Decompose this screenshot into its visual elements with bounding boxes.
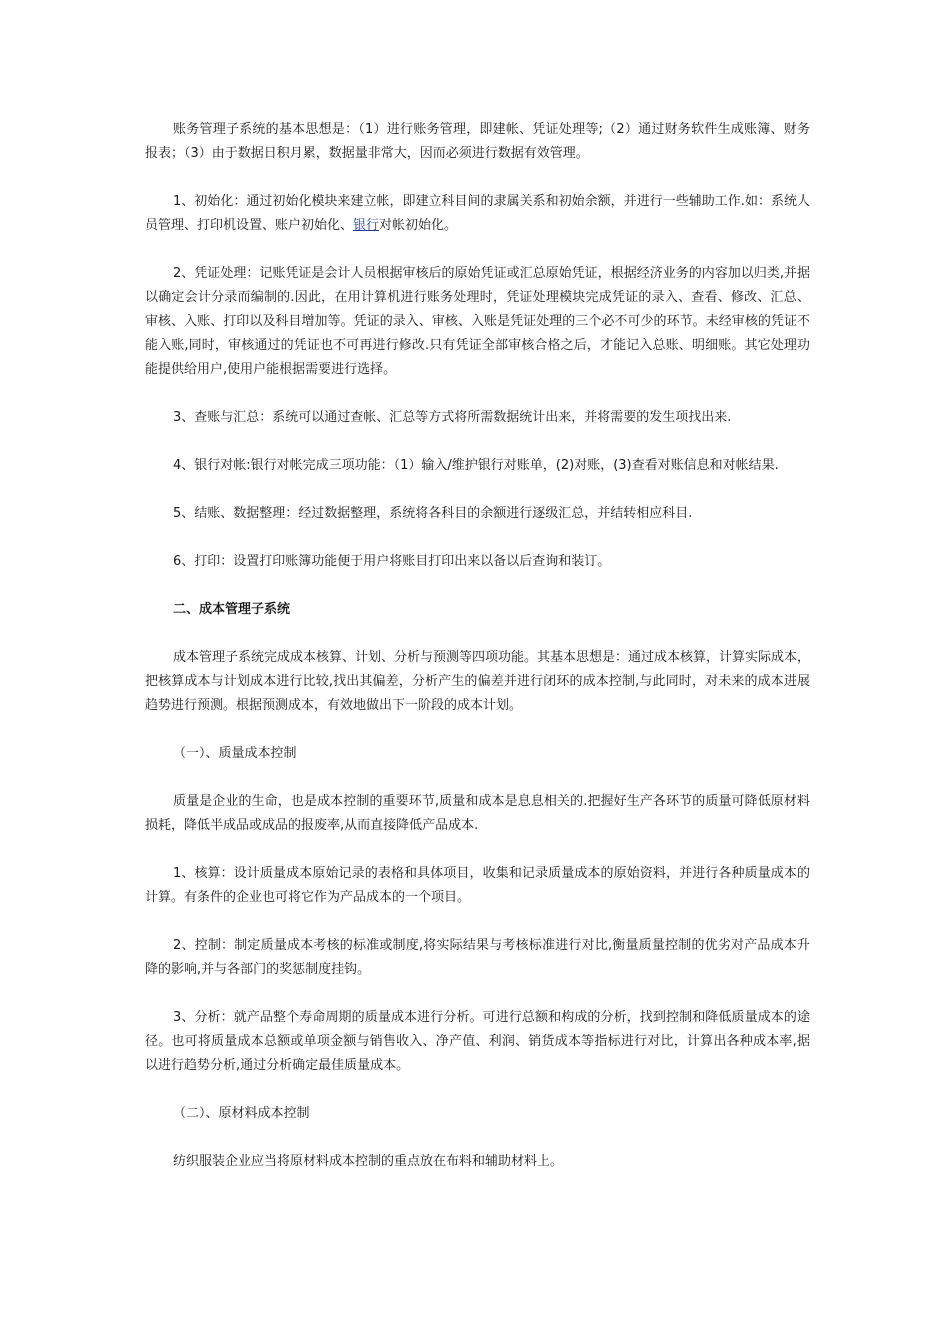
paragraph-material: 纺织服装企业应当将原材料成本控制的重点放在布料和辅助材料上。 (173, 1154, 564, 1169)
document-body (145, 118, 810, 1198)
bank-link[interactable]: 银行 (353, 218, 380, 233)
paragraph-initialization (145, 190, 810, 238)
paragraph-intro: 账务管理子系统的基本思想是：（1）进行账务管理，即建帐、凭证处理等;（2）通过财务软件生成账簿、财务报表；（3）由于数据日积月累，数据量非常大，因而必须进行数据有效管理。 (145, 122, 810, 161)
paragraph-voucher: 2、凭证处理：记账凭证是会计人员根据审核后的原始凭证或汇总原始凭证，根据经济业务的内容加以归类,并据以确定会计分录而编制的.因此，在用计算机进行账务处理时，凭证处理模块完成凭证的录入、查看、修改、汇总、审核、入账、打印以及科目增加等。凭证的录入、审核、入账是凭证处理的三个必不可少的环节。未经审核的凭证不能入账,同时，审核通过的凭证也不可再进行修改.只有凭证全部审核合格之后，才能记入总账、明细账。其它处理功能提供给用户,使用户能根据需要进行选择。 (145, 266, 810, 377)
section-heading-cost: 二、成本管理子系统 (173, 602, 291, 617)
subheading-material: （二）、原材料成本控制 (173, 1106, 310, 1121)
paragraph-print: 6、打印：设置打印账簿功能便于用户将账目打印出来以备以后查询和装订。 (173, 554, 611, 569)
paragraph-quality-control: 2、控制：制定质量成本考核的标准或制度,将实际结果与考核标准进行对比,衡量质量控制的优劣对产品成本升降的影响,并与各部门的奖惩制度挂钩。 (145, 938, 810, 977)
paragraph-quality: 质量是企业的生命，也是成本控制的重要环节,质量和成本是息息相关的.把握好生产各环节的质量可降低原材料损耗，降低半成品或成品的报废率,从而直接降低产品成本. (145, 794, 810, 833)
paragraph-query: 3、查账与汇总：系统可以通过查帐、汇总等方式将所需数据统计出来，并将需要的发生项找出来. (173, 410, 732, 425)
paragraph-closing: 5、结账、数据整理：经过数据整理，系统将各科目的余额进行逐级汇总，并结转相应科目. (173, 506, 693, 521)
paragraph-quality-analysis: 3、分析：就产品整个寿命周期的质量成本进行分析。可进行总额和构成的分析，找到控制和降低质量成本的途径。也可将质量成本总额或单项金额与销售收入、净产值、利润、销货成本等指标进行对比，计算出各种成本率,据以进行趋势分析,通过分析确定最佳质量成本。 (145, 1010, 810, 1073)
paragraph-bank-reconcile: 4、银行对帐:银行对帐完成三项功能：（1）输入/维护银行对账单，(2)对账，(3)查看对账信息和对帐结果. (173, 458, 779, 473)
paragraph-initialization-tail: 对帐初始化。 (379, 218, 458, 233)
paragraph-cost-intro: 成本管理子系统完成成本核算、计划、分析与预测等四项功能。其基本思想是：通过成本核算，计算实际成本，把核算成本与计划成本进行比较,找出其偏差，分析产生的偏差并进行闭环的成本控制,与此同时，对未来的成本进展趋势进行预测。根据预测成本，有效地做出下一阶段的成本计划。 (145, 650, 811, 713)
paragraph-initialization-text: 1、初始化：通过初始化模块来建立帐，即建立科目间的隶属关系和初始余额，并进行一些辅助工作.如：系统人员管理、打印机设置、账户初始化、 (145, 194, 810, 233)
paragraph-quality-calc: 1、核算：设计质量成本原始记录的表格和具体项目，收集和记录质量成本的原始资料，并进行各种质量成本的计算。有条件的企业也可将它作为产品成本的一个项目。 (145, 866, 810, 905)
subheading-quality: （一）、质量成本控制 (173, 746, 297, 761)
